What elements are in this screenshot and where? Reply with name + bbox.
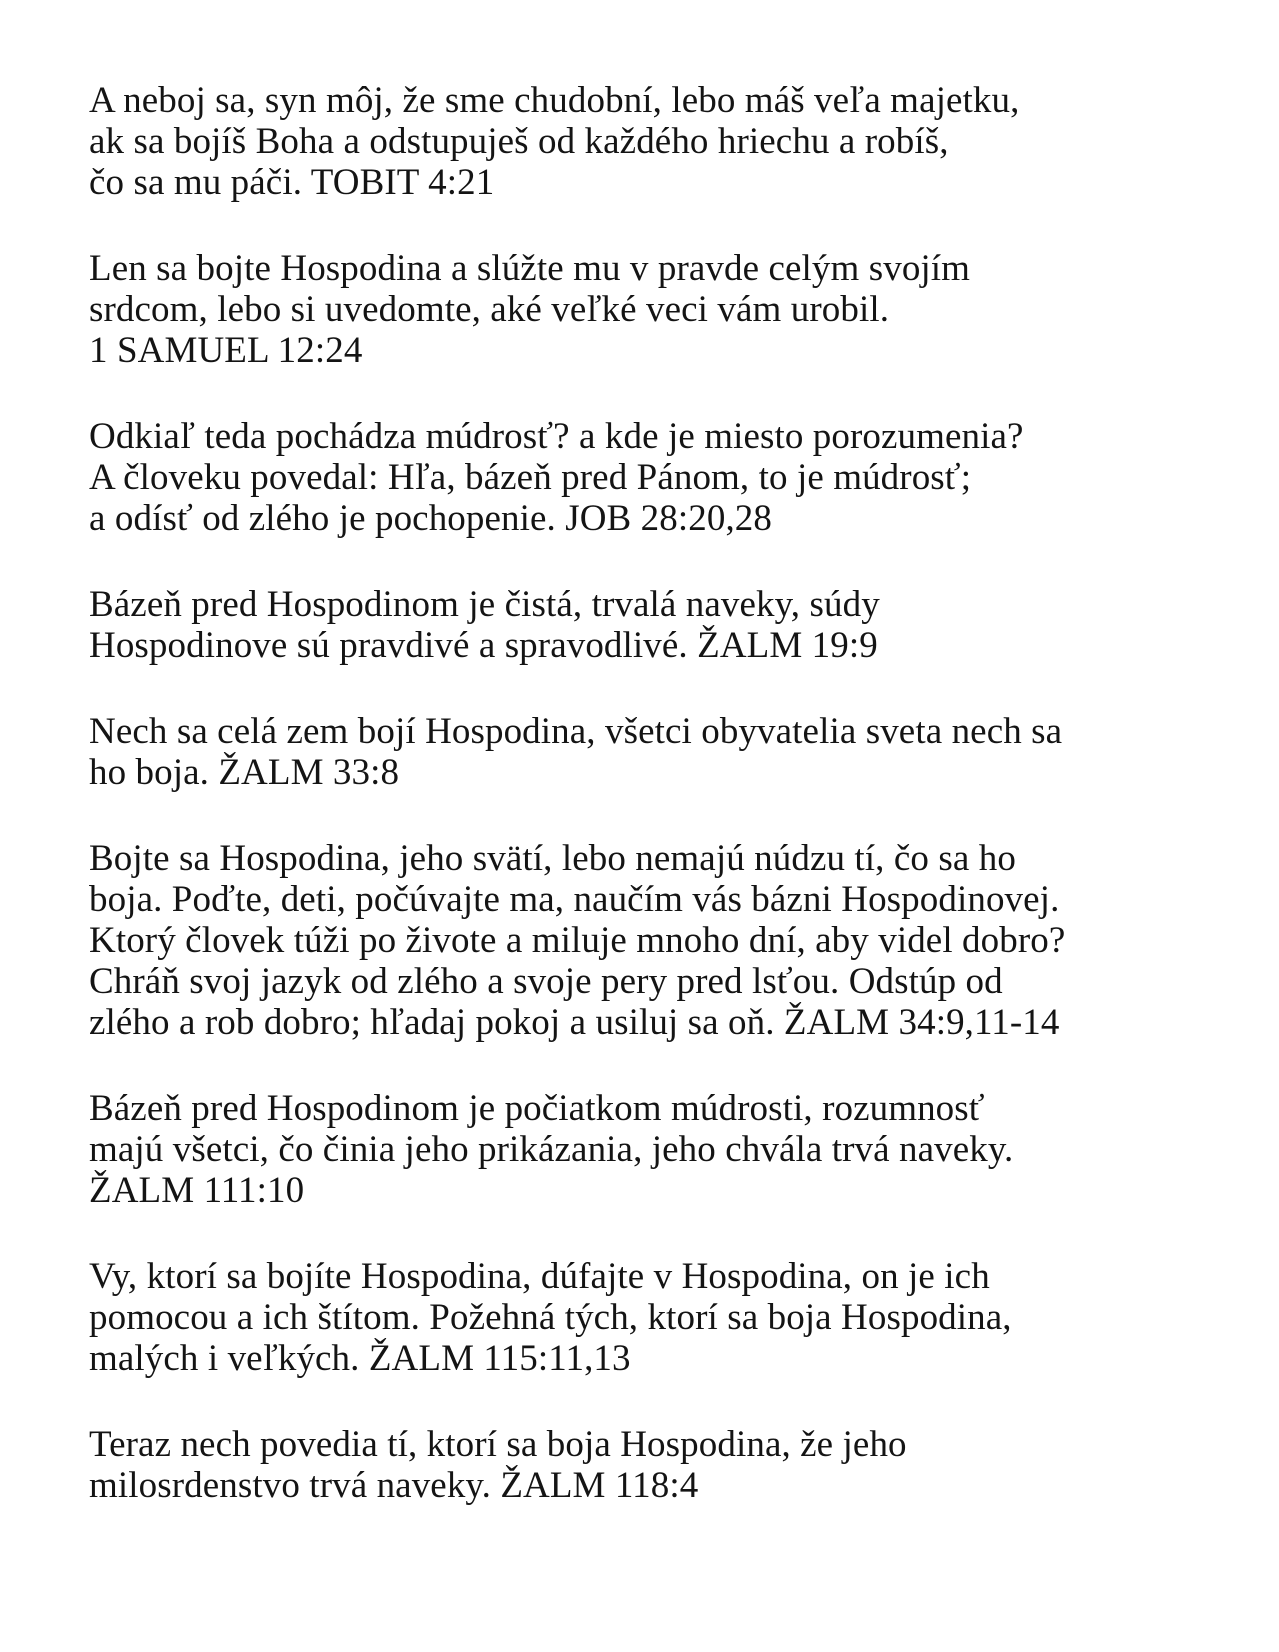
verse-1-samuel-12-24 [89,248,1249,371]
verse-line: a odísť od zlého je pochopenie. JOB 28:20,28 [89,498,773,539]
verse-line: milosrdenstvo trvá naveky. ŽALM 118:4 [89,1465,699,1506]
verse-zalm-19-9 [89,584,1249,666]
verse-line: Hospodinove sú pravdivé a spravodlivé. ŽALM 19:9 [89,625,878,666]
verse-line: Teraz nech povedia tí, ktorí sa boja Hospodina, že jeho [89,1424,907,1465]
verse-zalm-111-10 [89,1088,1249,1211]
verse-line: Ktorý človek túži po živote a miluje mnoho dní, aby videl dobro? [89,920,1066,961]
verse-line: pomocou a ich štítom. Požehná tých, ktorí sa boja Hospodina, [89,1297,1012,1338]
verse-line: malých i veľkých. ŽALM 115:11,13 [89,1338,631,1379]
verse-line: ak sa bojíš Boha a odstupuješ od každého hriechu a robíš, [89,121,949,162]
verse-line: zlého a rob dobro; hľadaj pokoj a usiluj sa oň. ŽALM 34:9,11-14 [89,1002,1060,1043]
verse-line: Bázeň pred Hospodinom je čistá, trvalá naveky, súdy [89,584,880,625]
verse-line: A neboj sa, syn môj, že sme chudobní, lebo máš veľa majetku, [89,80,1020,121]
verse-zalm-118-4 [89,1424,1249,1506]
verse-line: ho boja. ŽALM 33:8 [89,752,400,793]
verse-line: Bázeň pred Hospodinom je počiatkom múdrosti, rozumnosť [89,1088,985,1129]
verse-line: A človeku povedal: Hľa, bázeň pred Pánom, to je múdrosť; [89,457,972,498]
verse-line: Chráň svoj jazyk od zlého a svoje pery pred lsťou. Odstúp od [89,961,1003,1002]
verse-line: Len sa bojte Hospodina a slúžte mu v pravde celým svojím [89,248,971,289]
verse-line: ŽALM 111:10 [89,1170,305,1211]
verse-zalm-33-8 [89,711,1249,793]
verse-line: čo sa mu páči. TOBIT 4:21 [89,162,495,203]
verse-line: Vy, ktorí sa bojíte Hospodina, dúfajte v Hospodina, on je ich [89,1256,990,1297]
verse-tobit-4-21 [89,80,1249,203]
verse-line: 1 SAMUEL 12:24 [89,330,363,371]
verse-line: Nech sa celá zem bojí Hospodina, všetci obyvatelia sveta nech sa [89,711,1063,752]
verse-line: Odkiaľ teda pochádza múdrosť? a kde je miesto porozumenia? [89,416,1024,457]
verse-list [89,80,1249,1551]
verse-line: srdcom, lebo si uvedomte, aké veľké veci vám urobil. [89,289,890,330]
verse-zalm-115-11-13 [89,1256,1249,1379]
verse-line: boja. Poďte, deti, počúvajte ma, naučím vás bázni Hospodinovej. [89,879,1060,920]
verse-line: majú všetci, čo činia jeho prikázania, jeho chvála trvá naveky. [89,1129,1014,1170]
verse-line: Bojte sa Hospodina, jeho svätí, lebo nemajú núdzu tí, čo sa ho [89,838,1016,879]
verse-zalm-34-9-11-14 [89,838,1249,1043]
verse-job-28-20-28 [89,416,1249,539]
